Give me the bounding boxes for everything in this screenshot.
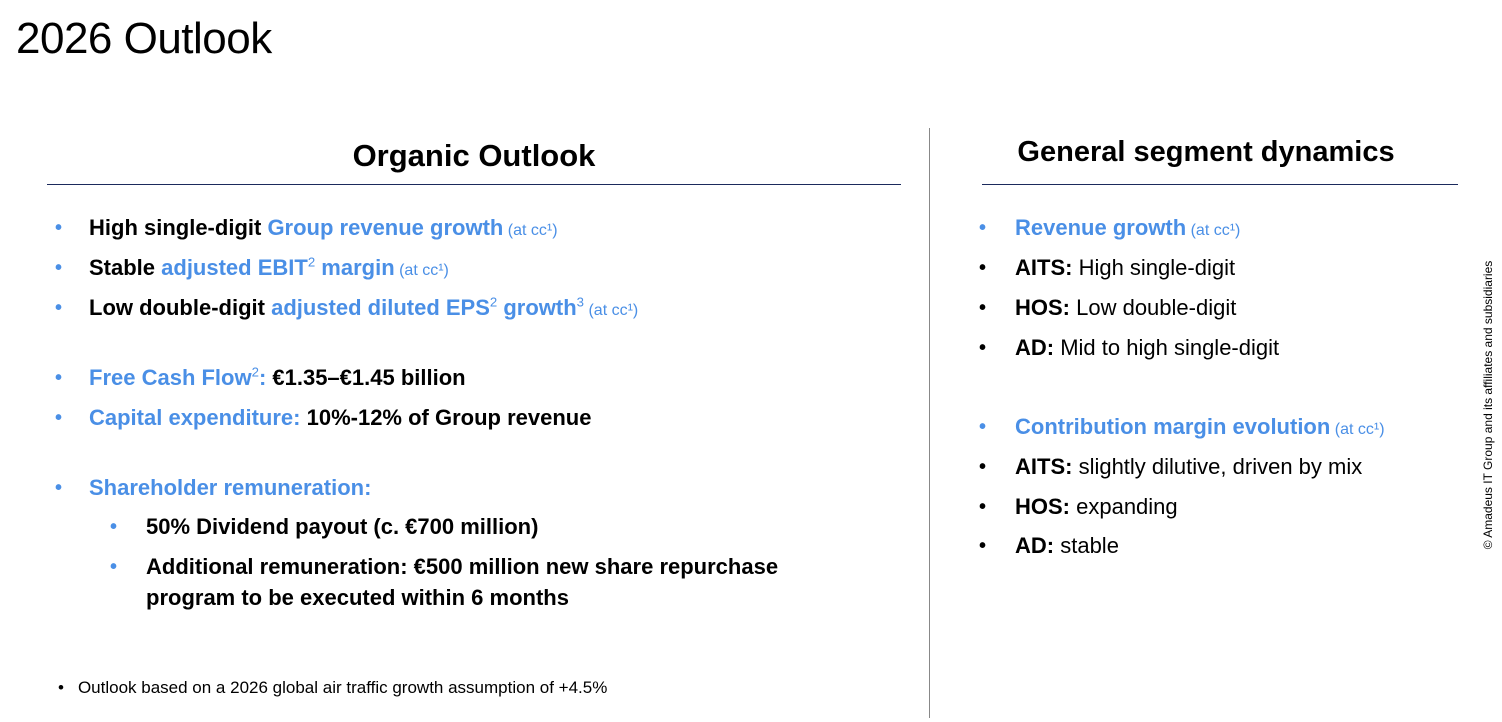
bullet: •: [55, 297, 63, 319]
bullet: •: [55, 367, 63, 389]
segment-heading-rule: [982, 184, 1458, 185]
copyright-notice: © Amadeus IT Group and its affiliates and subsidiaries: [1481, 260, 1495, 550]
footnote-text: Outlook based on a 2026 global air traffic growth assumption of +4.5%: [77, 678, 608, 697]
segment-item-revenue-growth: • Revenue growth (at cc¹): [979, 215, 1241, 240]
organic-item-eps-growth: • Low double-digit adjusted diluted EPS$^2$ growth$^3$ (at cc¹): [55, 294, 639, 320]
bullet: •: [979, 297, 987, 319]
organic-item-ebit-margin: • Stable adjusted EBIT$^2$ margin (at cc¹): [55, 254, 449, 280]
segment-dynamics-heading: General segment dynamics: [1017, 136, 1395, 168]
bullet: •: [979, 257, 987, 279]
bullet: •: [55, 217, 63, 239]
footnote-bullet: •: [58, 678, 64, 697]
sub-item-additional-remuneration-cont: program to be executed within 6 months: [146, 585, 569, 610]
bullet: •: [55, 257, 63, 279]
sub-item-dividend: • 50% Dividend payout (c. €700 million): [110, 514, 539, 539]
bullet: •: [979, 535, 987, 557]
organic-heading-rule: [47, 184, 901, 185]
bullet: •: [110, 556, 118, 578]
segment-item-aits-margin: • AITS: slightly dilutive, driven by mix: [979, 454, 1363, 479]
bullet: •: [55, 477, 63, 499]
bullet: •: [110, 516, 118, 538]
bullet: •: [979, 337, 987, 359]
organic-item-capex: • Capital expenditure: 10%-12% of Group revenue: [55, 405, 592, 430]
page-title: 2026 Outlook: [16, 14, 272, 63]
bullet: •: [55, 407, 63, 429]
segment-item-contribution-margin: • Contribution margin evolution (at cc¹): [979, 414, 1385, 439]
bullet: •: [979, 416, 987, 438]
bullet: •: [979, 217, 987, 239]
bullet: •: [979, 456, 987, 478]
segment-item-hos-margin: • HOS: expanding: [979, 494, 1178, 519]
sub-item-additional-remuneration: • Additional remuneration: €500 million new share repurchase: [110, 554, 779, 579]
organic-outlook-heading: Organic Outlook: [352, 138, 596, 173]
segment-item-hos-revenue: • HOS: Low double-digit: [979, 295, 1237, 320]
segment-item-ad-margin: • AD: stable: [979, 533, 1119, 558]
organic-item-revenue-growth: • High single-digit Group revenue growth (at cc¹): [55, 215, 558, 240]
segment-item-aits-revenue: • AITS: High single-digit: [979, 255, 1236, 280]
organic-item-shareholder-remuneration: • Shareholder remuneration:: [55, 475, 372, 500]
organic-item-free-cash-flow: • Free Cash Flow$^2$: €1.35–€1.45 billion: [55, 364, 466, 390]
segment-item-ad-revenue: • AD: Mid to high single-digit: [979, 335, 1280, 360]
bullet: •: [979, 496, 987, 518]
column-divider: [929, 128, 930, 718]
footnote: [58, 678, 607, 698]
